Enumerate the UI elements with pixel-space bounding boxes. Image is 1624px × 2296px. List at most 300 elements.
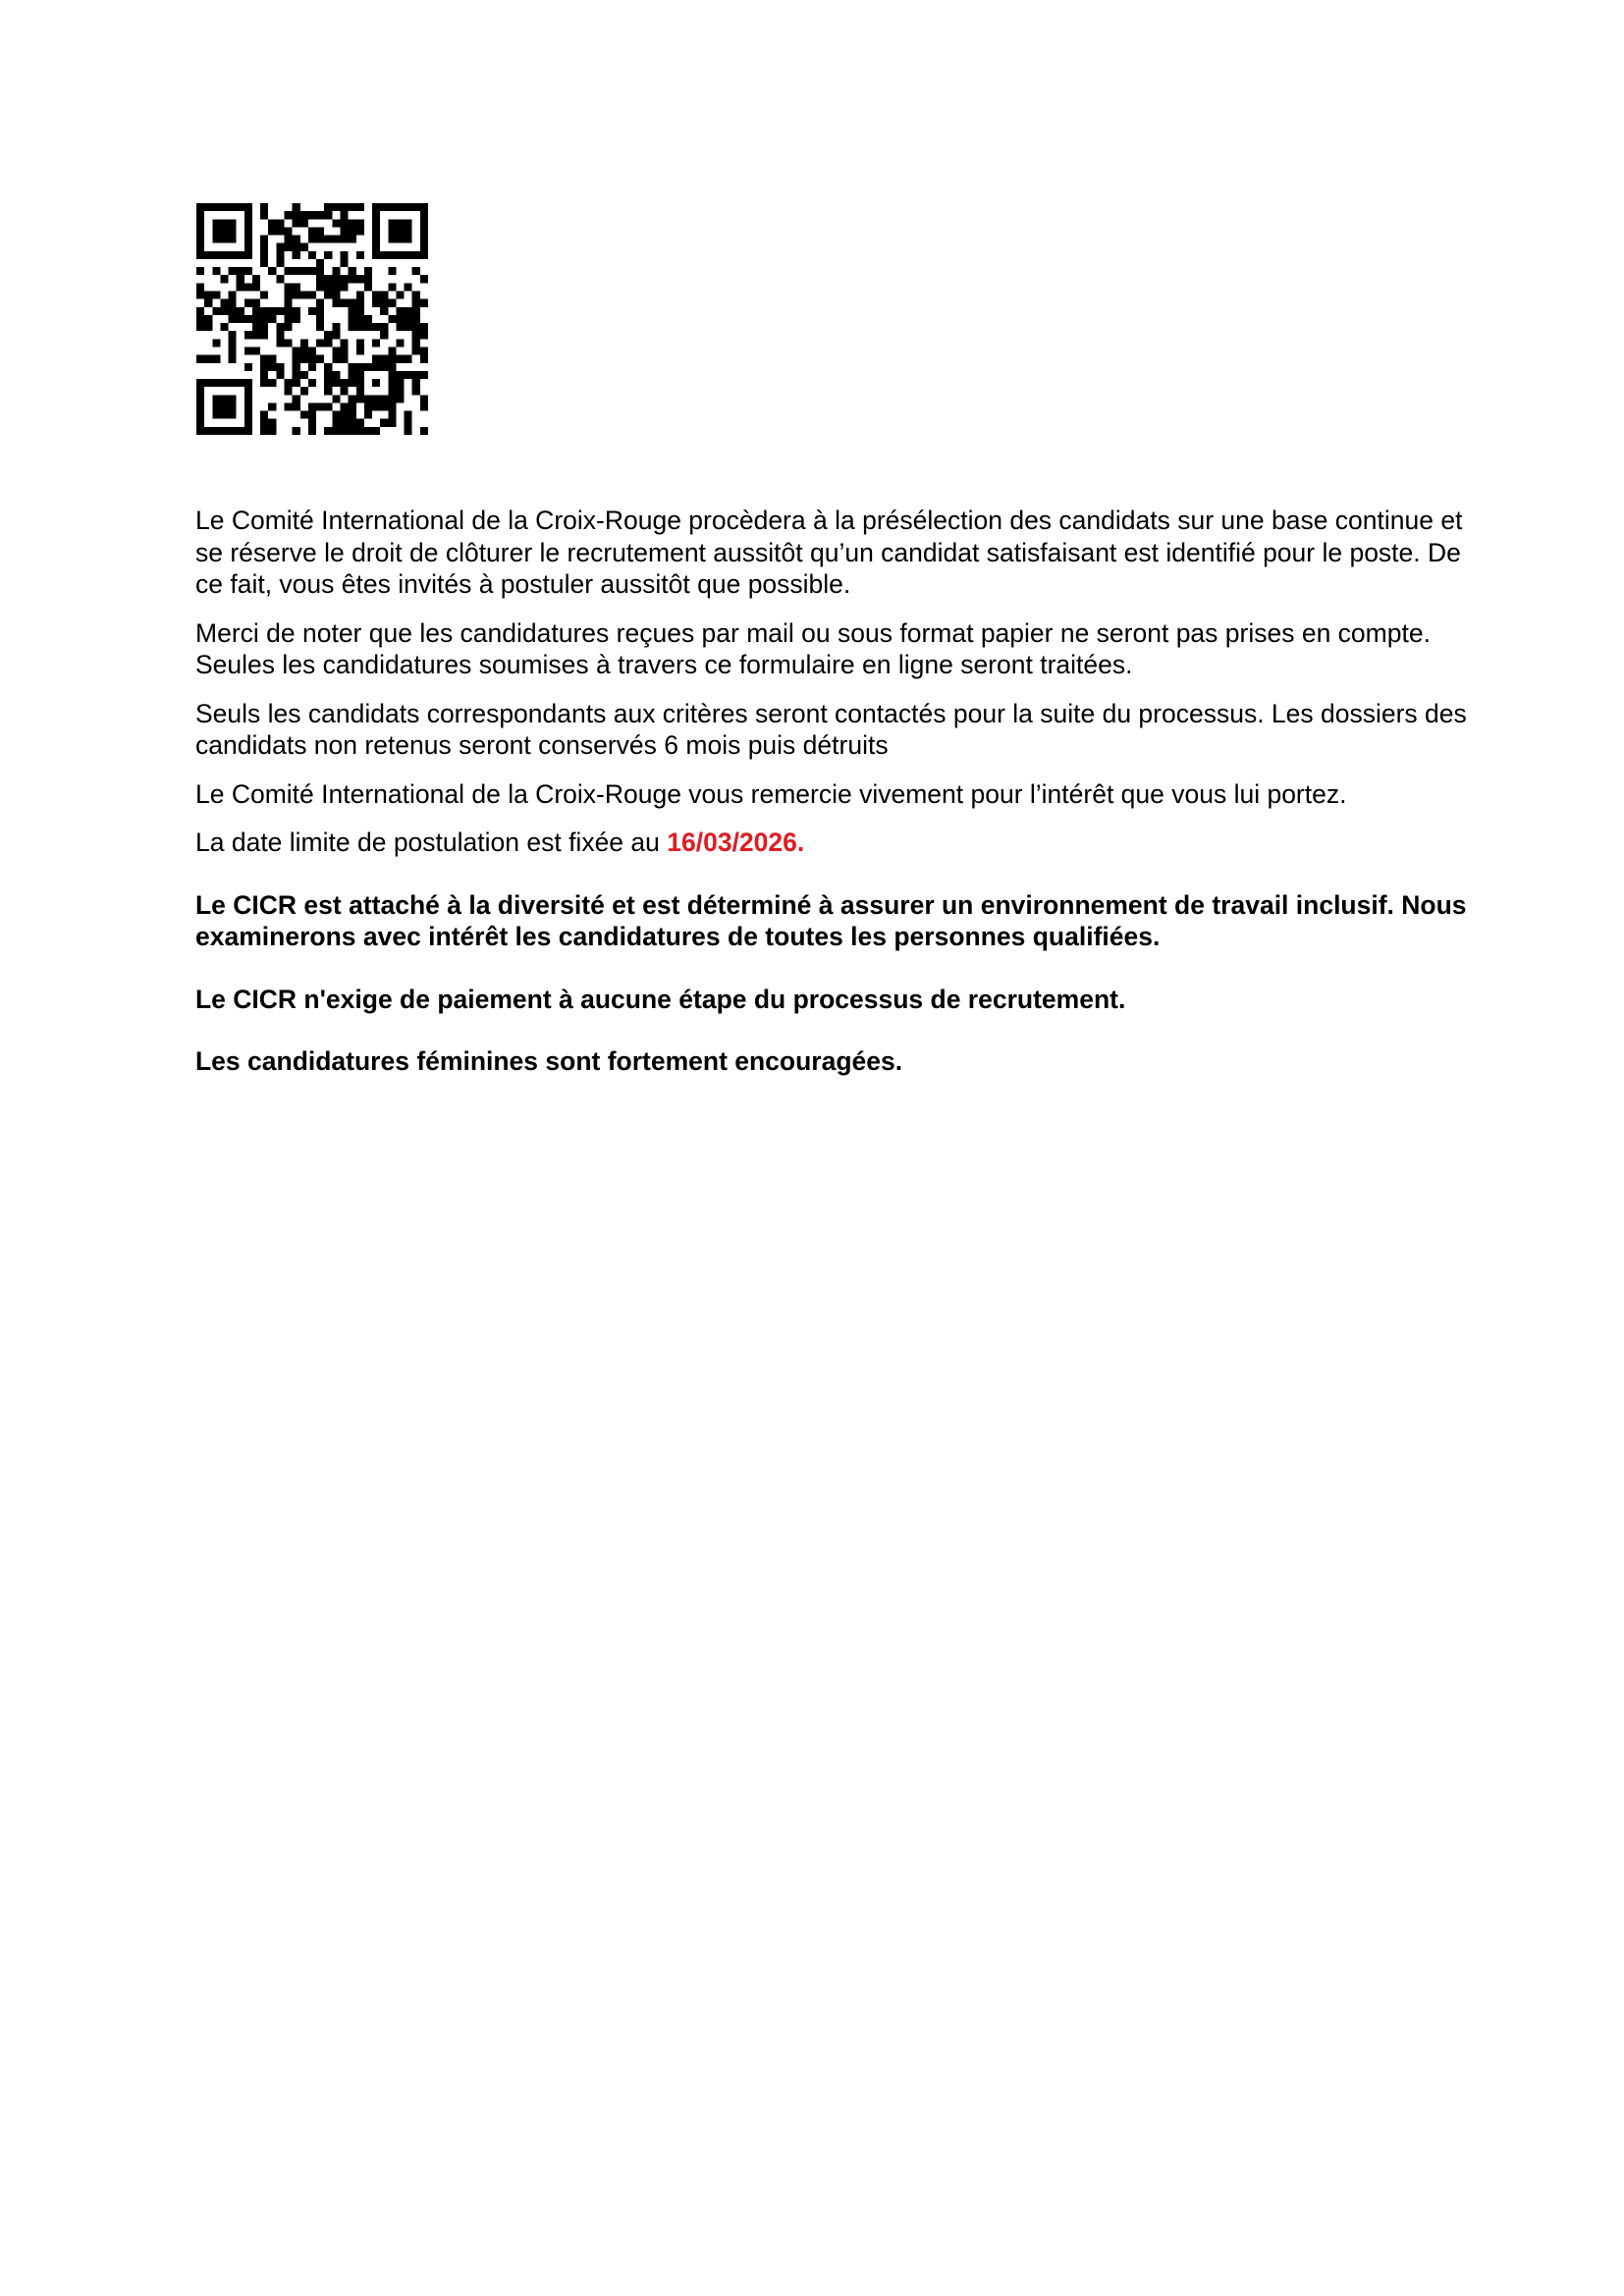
qr-module [260, 243, 268, 251]
qr-module [356, 299, 364, 307]
qr-module [268, 355, 276, 363]
qr-module [324, 211, 332, 219]
qr-module [268, 315, 276, 323]
qr-module [308, 419, 316, 427]
qr-module [260, 363, 268, 371]
qr-module [412, 339, 420, 347]
qr-module [412, 387, 420, 395]
qr-module [244, 283, 252, 291]
qr-module [293, 363, 300, 371]
qr-module [237, 283, 244, 291]
qr-module [405, 227, 412, 235]
qr-module [349, 219, 356, 227]
qr-module [300, 411, 308, 419]
qr-module [244, 315, 252, 323]
qr-module [308, 236, 316, 243]
qr-module [268, 363, 276, 371]
qr-module [212, 395, 220, 402]
qr-module [316, 267, 324, 275]
qr-module [388, 203, 396, 211]
qr-module [412, 371, 420, 379]
qr-module [324, 292, 332, 299]
qr-module [349, 236, 356, 243]
qr-module [252, 331, 260, 339]
qr-module [196, 395, 204, 402]
qr-module [316, 259, 324, 267]
qr-module [260, 251, 268, 259]
qr-module [308, 307, 316, 315]
qr-module [276, 227, 284, 235]
qr-module [196, 267, 204, 275]
qr-module [405, 236, 412, 243]
qr-module [212, 339, 220, 347]
qr-module [244, 419, 252, 427]
qr-module [252, 323, 260, 331]
qr-module [285, 339, 293, 347]
qr-module [388, 236, 396, 243]
qr-module [220, 227, 228, 235]
qr-module [380, 292, 388, 299]
qr-module [293, 402, 300, 410]
qr-module [388, 379, 396, 387]
qr-module [244, 236, 252, 243]
qr-module [396, 387, 404, 395]
qr-module [380, 323, 388, 331]
qr-module [252, 275, 260, 283]
qr-module [293, 395, 300, 402]
diversity-statement: Le CICR est attaché à la diversité et est déterminé à assurer un environnement de travail inclusif. Nous examinerons avec intérêt les candidatures de toutes les personnes qualifiées. [195, 889, 1467, 951]
qr-module [308, 267, 316, 275]
qr-module [285, 387, 293, 395]
qr-module [204, 251, 212, 259]
qr-module [340, 236, 348, 243]
qr-module [285, 307, 293, 315]
qr-module [380, 402, 388, 410]
qr-module [237, 307, 244, 315]
qr-module [244, 379, 252, 387]
qr-module [212, 203, 220, 211]
qr-module [196, 411, 204, 419]
qr-module [405, 355, 412, 363]
qr-module [332, 379, 340, 387]
qr-module [300, 371, 308, 379]
qr-module [324, 402, 332, 410]
qr-module [388, 283, 396, 291]
qr-module [196, 307, 204, 315]
qr-module [372, 203, 380, 211]
qr-module [276, 323, 284, 331]
qr-module [349, 227, 356, 235]
qr-module [237, 251, 244, 259]
qr-module [308, 379, 316, 387]
qr-module [340, 203, 348, 211]
qr-module [293, 307, 300, 315]
qr-module [412, 307, 420, 315]
qr-module [244, 299, 252, 307]
qr-module [220, 402, 228, 410]
qr-module [196, 419, 204, 427]
qr-module [244, 427, 252, 435]
qr-module [388, 395, 396, 402]
qr-module [349, 203, 356, 211]
qr-module [349, 267, 356, 275]
qr-module [388, 355, 396, 363]
qr-module [196, 251, 204, 259]
qr-module [372, 251, 380, 259]
qr-module [229, 355, 237, 363]
qr-module [204, 203, 212, 211]
qr-module [237, 427, 244, 435]
qr-module [260, 307, 268, 315]
qr-module [324, 339, 332, 347]
qr-module [388, 267, 396, 275]
qr-module [220, 236, 228, 243]
qr-module [324, 427, 332, 435]
qr-module [332, 371, 340, 379]
qr-module [204, 315, 212, 323]
qr-module [244, 402, 252, 410]
qr-module [276, 275, 284, 283]
qr-module [268, 267, 276, 275]
qr-module [229, 379, 237, 387]
qr-module [349, 315, 356, 323]
qr-module [396, 236, 404, 243]
qr-module [340, 427, 348, 435]
qr-module [229, 219, 237, 227]
qr-module [212, 379, 220, 387]
qr-module [196, 323, 204, 331]
qr-module [212, 227, 220, 235]
qr-module [268, 219, 276, 227]
qr-module [196, 203, 204, 211]
qr-module [340, 419, 348, 427]
qr-module [364, 267, 372, 275]
qr-module [380, 307, 388, 315]
qr-module [300, 339, 308, 347]
qr-module [372, 219, 380, 227]
qr-module [276, 251, 284, 259]
qr-module [229, 331, 237, 339]
qr-module [308, 363, 316, 371]
qr-module [324, 251, 332, 259]
qr-module [405, 219, 412, 227]
deadline-date: 16/03/2026. [667, 828, 805, 857]
thanks-paragraph: Le Comité International de la Croix-Rouge vous remercie vivement pour l’intérêt que vous lui portez. [195, 778, 1347, 809]
qr-module [293, 267, 300, 275]
qr-module [300, 211, 308, 219]
qr-module [420, 323, 428, 331]
qr-module [268, 419, 276, 427]
qr-module [396, 251, 404, 259]
qr-module [316, 236, 324, 243]
qr-module [332, 355, 340, 363]
qr-module [420, 355, 428, 363]
qr-module [396, 371, 404, 379]
qr-module [244, 331, 252, 339]
qr-module [260, 292, 268, 299]
qr-module [285, 315, 293, 323]
qr-module [380, 355, 388, 363]
qr-module [220, 299, 228, 307]
qr-module [324, 363, 332, 371]
qr-module [229, 402, 237, 410]
qr-module [380, 203, 388, 211]
qr-module [229, 203, 237, 211]
qr-module [388, 387, 396, 395]
qr-module [308, 411, 316, 419]
qr-module [420, 227, 428, 235]
qr-module [204, 323, 212, 331]
qr-module [229, 347, 237, 354]
qr-module [340, 211, 348, 219]
qr-module [260, 236, 268, 243]
qr-module [293, 283, 300, 291]
qr-module [420, 331, 428, 339]
qr-module [420, 203, 428, 211]
qr-module [349, 411, 356, 419]
qr-module [405, 411, 412, 419]
qr-module [237, 275, 244, 283]
qr-module [300, 387, 308, 395]
qr-module [244, 211, 252, 219]
qr-module [300, 355, 308, 363]
qr-module [276, 339, 284, 347]
qr-module [308, 355, 316, 363]
qr-module [364, 283, 372, 291]
qr-module [340, 299, 348, 307]
qr-module [220, 323, 228, 331]
qr-module [285, 211, 293, 219]
qr-module [340, 259, 348, 267]
qr-module [340, 251, 348, 259]
qr-module [244, 203, 252, 211]
qr-module [268, 379, 276, 387]
qr-module [316, 299, 324, 307]
qr-module [293, 203, 300, 211]
qr-module [372, 299, 380, 307]
qr-module [285, 227, 293, 235]
qr-module [229, 227, 237, 235]
qr-module [237, 315, 244, 323]
qr-module [349, 371, 356, 379]
qr-module [244, 411, 252, 419]
qr-module [300, 219, 308, 227]
qr-module [405, 371, 412, 379]
qr-module [420, 395, 428, 402]
qr-module [276, 363, 284, 371]
qr-module [316, 227, 324, 235]
qr-module [356, 347, 364, 354]
qr-module [220, 307, 228, 315]
qr-module [293, 347, 300, 354]
qr-module [260, 371, 268, 379]
qr-module [308, 402, 316, 410]
qr-module [268, 427, 276, 435]
qr-module [420, 243, 428, 251]
qr-module [372, 427, 380, 435]
qr-module [293, 315, 300, 323]
qr-module [268, 227, 276, 235]
qr-module [204, 379, 212, 387]
qr-module [220, 427, 228, 435]
no-payment-statement: Le CICR n'exige de paiement à aucune étape du processus de recrutement. [195, 984, 1126, 1014]
qr-module [372, 292, 380, 299]
qr-module [300, 243, 308, 251]
qr-module [276, 371, 284, 379]
qr-module [420, 371, 428, 379]
qr-module [364, 395, 372, 402]
qr-module [388, 299, 396, 307]
qr-module [300, 267, 308, 275]
qr-module [405, 251, 412, 259]
qr-module [268, 307, 276, 315]
qr-module [196, 402, 204, 410]
qr-module [220, 203, 228, 211]
qr-module [388, 227, 396, 235]
qr-module [380, 331, 388, 339]
qr-module [405, 323, 412, 331]
qr-module [285, 267, 293, 275]
qr-module [332, 331, 340, 339]
qr-module [324, 203, 332, 211]
qr-module [244, 387, 252, 395]
qr-module [349, 275, 356, 283]
qr-module [229, 411, 237, 419]
qr-module [412, 203, 420, 211]
qr-module [285, 236, 293, 243]
qr-module [396, 379, 404, 387]
qr-module [260, 331, 268, 339]
qr-code-icon [196, 201, 428, 437]
qr-module [316, 339, 324, 347]
qr-module [244, 243, 252, 251]
qr-module [293, 236, 300, 243]
qr-module [244, 227, 252, 235]
qr-module [229, 395, 237, 402]
qr-module [196, 379, 204, 387]
qr-module [356, 339, 364, 347]
qr-module [340, 227, 348, 235]
qr-module [293, 355, 300, 363]
qr-module [356, 292, 364, 299]
qr-module [260, 355, 268, 363]
qr-module [285, 283, 293, 291]
qr-module [412, 379, 420, 387]
qr-module [204, 299, 212, 307]
qr-module [212, 251, 220, 259]
qr-module [332, 395, 340, 402]
qr-module [380, 299, 388, 307]
qr-module [340, 387, 348, 395]
qr-module [356, 371, 364, 379]
qr-module [364, 411, 372, 419]
qr-module [316, 315, 324, 323]
qr-module [196, 427, 204, 435]
qr-module [212, 219, 220, 227]
qr-module [396, 203, 404, 211]
qr-module [420, 219, 428, 227]
qr-module [212, 402, 220, 410]
qr-module [340, 411, 348, 419]
qr-module [340, 219, 348, 227]
qr-module [276, 259, 284, 267]
qr-module [252, 299, 260, 307]
qr-module [324, 387, 332, 395]
qr-module [220, 411, 228, 419]
qr-module [388, 402, 396, 410]
qr-module [396, 219, 404, 227]
qr-module [372, 402, 380, 410]
qr-module [252, 347, 260, 354]
qr-module [349, 323, 356, 331]
qr-module [349, 363, 356, 371]
qr-module [388, 347, 396, 354]
qr-module [332, 219, 340, 227]
qr-module [293, 379, 300, 387]
qr-module [340, 339, 348, 347]
qr-module [212, 355, 220, 363]
qr-module [229, 339, 237, 347]
qr-module [196, 243, 204, 251]
qr-module [340, 355, 348, 363]
qr-module [396, 395, 404, 402]
qr-module [293, 371, 300, 379]
qr-module [396, 315, 404, 323]
qr-module [396, 227, 404, 235]
qr-module [332, 236, 340, 243]
qr-module [405, 283, 412, 291]
qr-module [372, 323, 380, 331]
qr-module [285, 379, 293, 387]
qr-module [356, 363, 364, 371]
qr-module [285, 299, 293, 307]
qr-module [356, 227, 364, 235]
qr-module [308, 251, 316, 259]
qr-module [276, 307, 284, 315]
qr-module [356, 219, 364, 227]
qr-module [364, 315, 372, 323]
deadline-label: La date limite de postulation est fixée au [195, 828, 668, 857]
online-only-paragraph: Merci de noter que les candidatures reçues par mail ou sous format papier ne seront pas prises en compte. Seules les candidatures soumises à travers ce formulaire en ligne seront traitées. [195, 617, 1431, 679]
qr-module [220, 379, 228, 387]
qr-module [260, 203, 268, 211]
qr-module [349, 402, 356, 410]
qr-module [349, 395, 356, 402]
qr-module [260, 323, 268, 331]
qr-module [293, 292, 300, 299]
qr-module [308, 211, 316, 219]
qr-module [356, 395, 364, 402]
women-encouraged-statement: Les candidatures féminines sont fortement encouragées. [195, 1046, 903, 1076]
contact-paragraph: Seuls les candidats correspondants aux critères seront contactés pour la suite du processus. Les dossiers des candidats non retenus seront conservés 6 mois puis détruits [195, 698, 1467, 760]
qr-module [356, 251, 364, 259]
qr-module [405, 315, 412, 323]
qr-module [340, 275, 348, 283]
qr-module [420, 299, 428, 307]
qr-module [412, 347, 420, 354]
qr-module [349, 299, 356, 307]
deadline-paragraph [195, 827, 1472, 859]
qr-module [196, 219, 204, 227]
qr-module [229, 307, 237, 315]
qr-module [300, 292, 308, 299]
qr-module [268, 402, 276, 410]
qr-module [212, 267, 220, 275]
qr-module [244, 347, 252, 354]
qr-module [372, 211, 380, 219]
qr-module [340, 402, 348, 410]
qr-module [308, 347, 316, 354]
